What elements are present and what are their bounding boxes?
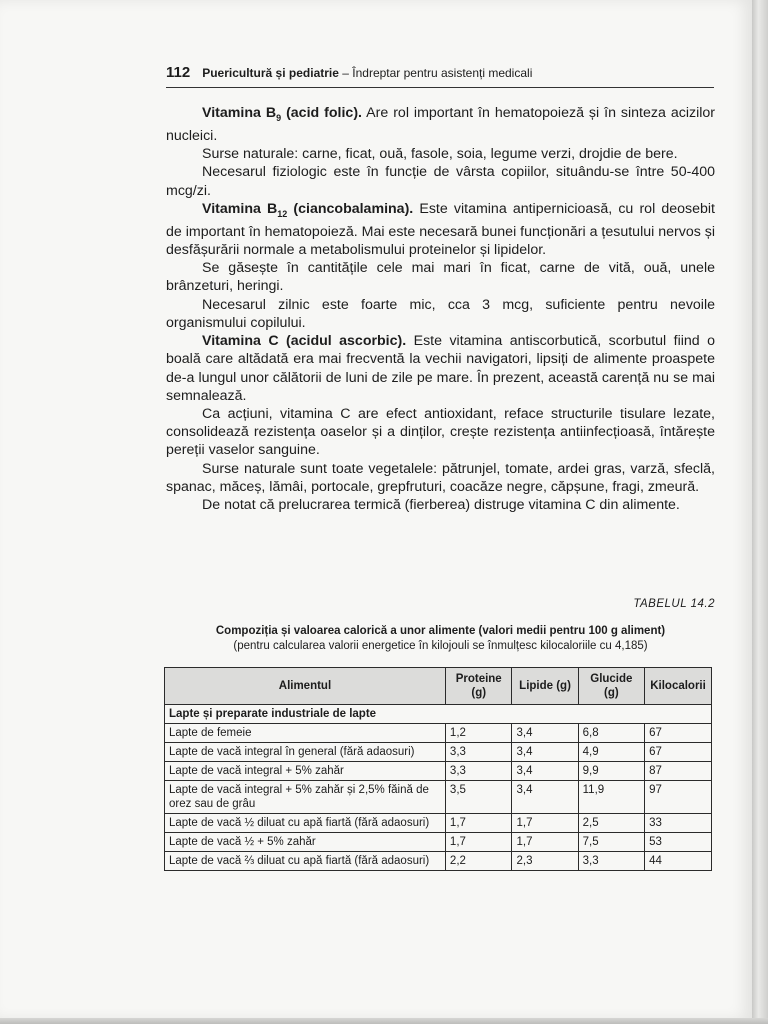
paragraph bbox=[166, 163, 715, 199]
table-title: Compoziția și valoarea calorică a unor alimente (valori medii pentru 100 g aliment) bbox=[215, 625, 666, 637]
page-header bbox=[166, 64, 714, 88]
value-cell: 3,3 bbox=[445, 762, 512, 781]
table-row bbox=[165, 814, 712, 833]
paragraph-heading-suffix: (acid folic). bbox=[281, 105, 362, 121]
running-title bbox=[202, 66, 532, 80]
table-section-row bbox=[165, 705, 712, 724]
food-name-cell: Lapte de vacă ⅔ diluat cu apă fiartă (fără adaosuri) bbox=[165, 852, 446, 871]
table-row bbox=[165, 833, 712, 852]
value-cell: 44 bbox=[645, 852, 712, 871]
value-cell: 3,4 bbox=[512, 781, 578, 814]
value-cell: 2,2 bbox=[445, 852, 512, 871]
paragraph-text: Necesarul zilnic este foarte mic, cca 3 mcg, suficiente pentru nevoile organismului copilului. bbox=[166, 296, 715, 331]
paragraph bbox=[166, 104, 715, 145]
table-row bbox=[165, 724, 712, 743]
table-label: TABELUL 14.2 bbox=[633, 598, 715, 610]
book-spine bbox=[752, 0, 768, 1024]
paragraph bbox=[166, 405, 715, 460]
food-name-cell: Lapte de vacă integral în general (fără adaosuri) bbox=[165, 743, 446, 762]
nutrition-table bbox=[164, 667, 712, 871]
paragraph-text: Este vitamina antiscorbutică, scorbutul fiind o boală care altădată era mai frecventă la vechii navigatori, lipsiți de alimente proaspete de-a lungul unor călătorii de luni de zile pe mare. În prezent, această carență nu se mai semnalează. bbox=[166, 333, 715, 404]
value-cell: 3,3 bbox=[578, 852, 644, 871]
col-header-lipids: Lipide (g) bbox=[512, 668, 578, 705]
value-cell: 9,9 bbox=[578, 762, 644, 781]
food-name-cell: Lapte de femeie bbox=[165, 724, 446, 743]
paragraph-text: Este vitamina antipernicioasă, cu rol deosebit de important în hematopoieză. Mai este necesară bunei funcționări a țesutului nervos și desfășurării normale a metabolismului proteinelor și lipidelor. bbox=[166, 200, 715, 259]
book-subtitle: – Îndreptar pentru asistenți medicali bbox=[338, 66, 533, 80]
value-cell: 6,8 bbox=[578, 724, 644, 743]
vitamin-subscript: 9 bbox=[276, 112, 282, 123]
food-name-cell: Lapte de vacă integral + 5% zahăr bbox=[165, 762, 446, 781]
food-name-cell: Lapte de vacă ½ + 5% zahăr bbox=[165, 833, 446, 852]
table-row bbox=[165, 743, 712, 762]
paragraph-text: Se găsește în cantitățile cele mai mari în ficat, carne de vită, ouă, unele brânzeturi, heringi. bbox=[166, 260, 715, 295]
paragraph-text: Are rol important în hematopoieză și în sinteza acizilor nucleici. bbox=[166, 105, 715, 145]
paragraph bbox=[166, 296, 715, 332]
body-text bbox=[166, 104, 715, 514]
value-cell: 2,5 bbox=[578, 814, 644, 833]
paragraph bbox=[166, 145, 715, 163]
page-number: 112 bbox=[166, 64, 191, 81]
paragraph-text: De notat că prelucrarea termică (fierberea) distruge vitamina C din alimente. bbox=[202, 496, 680, 513]
value-cell: 7,5 bbox=[578, 833, 644, 852]
vitamin-subscript: 12 bbox=[277, 208, 288, 219]
value-cell: 67 bbox=[645, 724, 712, 743]
value-cell: 33 bbox=[645, 814, 712, 833]
value-cell: 1,7 bbox=[445, 833, 512, 852]
table-row bbox=[165, 852, 712, 871]
food-name-cell: Lapte de vacă ½ diluat cu apă fiartă (fără adaosuri) bbox=[165, 814, 446, 833]
paragraph-heading: Vitamina B bbox=[202, 200, 278, 217]
paragraph-heading: Vitamina C (acidul ascorbic). bbox=[202, 333, 407, 350]
col-header-food: Alimentul bbox=[165, 668, 446, 705]
value-cell: 67 bbox=[645, 743, 712, 762]
value-cell: 3,4 bbox=[512, 743, 578, 762]
paragraph bbox=[166, 496, 715, 514]
value-cell: 4,9 bbox=[578, 743, 644, 762]
col-header-protein: Proteine (g) bbox=[445, 668, 512, 705]
value-cell: 3,4 bbox=[512, 762, 578, 781]
col-header-kcal: Kilocalorii bbox=[645, 668, 712, 705]
book-title: Puericultură și pediatrie bbox=[202, 66, 339, 80]
paragraph-heading-suffix: (ciancobalamina). bbox=[287, 200, 414, 217]
value-cell: 2,3 bbox=[512, 852, 578, 871]
value-cell: 1,7 bbox=[512, 833, 578, 852]
table-row bbox=[165, 781, 712, 814]
page-bottom-edge bbox=[0, 1018, 768, 1024]
paragraph-text: Surse naturale sunt toate vegetalele: pătrunjel, tomate, ardei gras, varză, sfeclă, spanac, măceș, lămâi, portocale, grepfruturi, coacăze negre, căpșune, fragi, zmeură. bbox=[166, 460, 715, 495]
paragraph bbox=[166, 460, 715, 496]
paragraph-heading: Vitamina B bbox=[202, 105, 277, 121]
table-row bbox=[165, 762, 712, 781]
paragraph bbox=[166, 332, 715, 405]
food-name-cell: Lapte de vacă integral + 5% zahăr și 2,5% făină de orez sau de grâu bbox=[165, 781, 446, 814]
paragraph bbox=[166, 259, 715, 295]
table-note: (pentru calcularea valorii energetice în kilojouli se înmulțesc kilocaloriile cu 4,185) bbox=[233, 640, 648, 652]
paragraph-text: Necesarul fiziologic este în funcție de vârsta copiilor, situându-se între 50-400 mcg/zi. bbox=[166, 164, 715, 199]
section-label: Lapte și preparate industriale de lapte bbox=[165, 705, 712, 724]
value-cell: 1,7 bbox=[445, 814, 512, 833]
paragraph-text: Surse naturale: carne, ficat, ouă, fasole, soia, legume verzi, drojdie de bere. bbox=[202, 146, 678, 163]
value-cell: 1,2 bbox=[445, 724, 512, 743]
value-cell: 3,4 bbox=[512, 724, 578, 743]
value-cell: 97 bbox=[645, 781, 712, 814]
value-cell: 87 bbox=[645, 762, 712, 781]
table-header-row bbox=[165, 668, 712, 705]
col-header-carbs: Glucide (g) bbox=[578, 668, 644, 705]
value-cell: 3,3 bbox=[445, 743, 512, 762]
value-cell: 3,5 bbox=[445, 781, 512, 814]
value-cell: 53 bbox=[645, 833, 712, 852]
value-cell: 1,7 bbox=[512, 814, 578, 833]
paragraph-text: Ca acțiuni, vitamina C are efect antioxidant, reface structurile tisulare lezate, consolidează rezistența oaselor și a dinților, crește rezistența antiinfecțioasă, întărește pereții vaselor sanguine. bbox=[166, 405, 715, 459]
table-caption bbox=[166, 624, 715, 654]
value-cell: 11,9 bbox=[578, 781, 644, 814]
paragraph bbox=[166, 200, 715, 259]
